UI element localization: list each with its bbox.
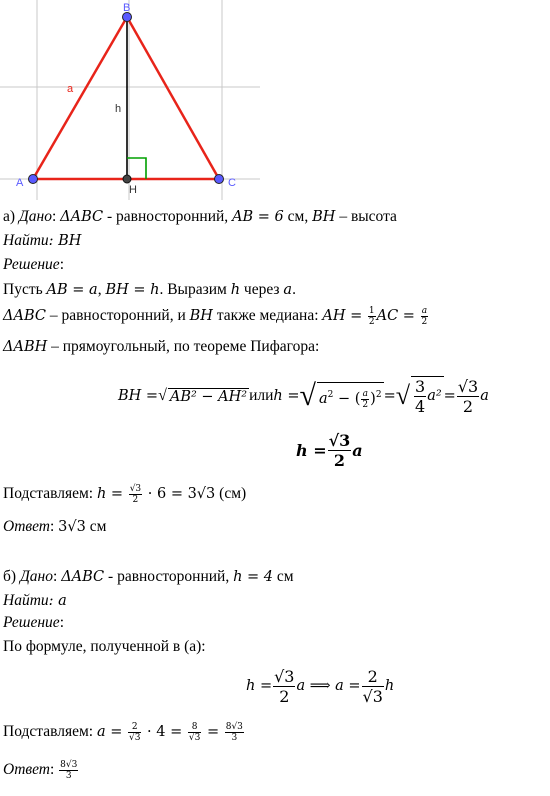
label-h-point: H [129,184,137,196]
label-a: A [16,177,24,189]
part-a-let: Пусть AB = a, BH = h. Выразим h через a. [3,281,296,298]
part-b-substitute: Подставляем: a = $\frac{2}{√3}$ · 4 = $\frac{8}{√3}$ = $\frac{8√3}{3}$ [3,722,243,743]
label-b: B [123,2,131,14]
point-h [123,175,131,183]
label-c: C [228,177,236,189]
part-a-pythagoras: ΔABH – прямоугольный, по теореме Пифагора: [3,338,320,355]
part-a-solution-label: Решение: [3,256,64,273]
part-a-median: ΔABC – равносторонний, и BH также медиана: AH = $\frac{1}{2}$ AC = $\frac{a}{2}$ [3,306,428,327]
label-side-a: a [67,83,74,95]
label-height-h: h [115,103,122,115]
part-a-formula: BH = √ AB² − AH² или h = √ $a^2$ − ( $\frac{a}{2}$ )$^2$ = √ $\frac{3}{4}$ a² = $\frac{√3}{2}$ a [118,376,489,416]
part-a-find: Найти: BH [3,232,82,249]
part-a-result: h = $\frac{√3}{2}$ a [296,430,363,470]
part-b-formula: h = $\frac{√3}{2}$ a ⟹ a = $\frac{2}{√3}$ h [246,666,395,706]
part-b-solution-label: Решение: [3,614,64,631]
part-a-answer: Ответ: 3√3 см [3,518,107,535]
part-b-given: б) Дано: ΔABC - равносторонний, h = 4 см [3,568,294,585]
part-b-answer: Ответ: $\frac{8√3}{3}$ [3,760,78,781]
triangle-figure [0,0,550,200]
vertex-a [29,175,38,184]
side-ab [33,17,127,179]
vertex-c [215,175,224,184]
part-b-find: Найти: a [3,592,67,609]
part-a-given: а) Дано: ΔABC - равносторонний, AB = 6 см, BH – высота [3,208,397,225]
side-bc [127,17,219,179]
part-b-formula-text: По формуле, полученной в (а): [3,638,206,655]
part-a-substitute: Подставляем: h = $\frac{√3}{2}$ · 6 = 3√3 (см) [3,484,247,505]
